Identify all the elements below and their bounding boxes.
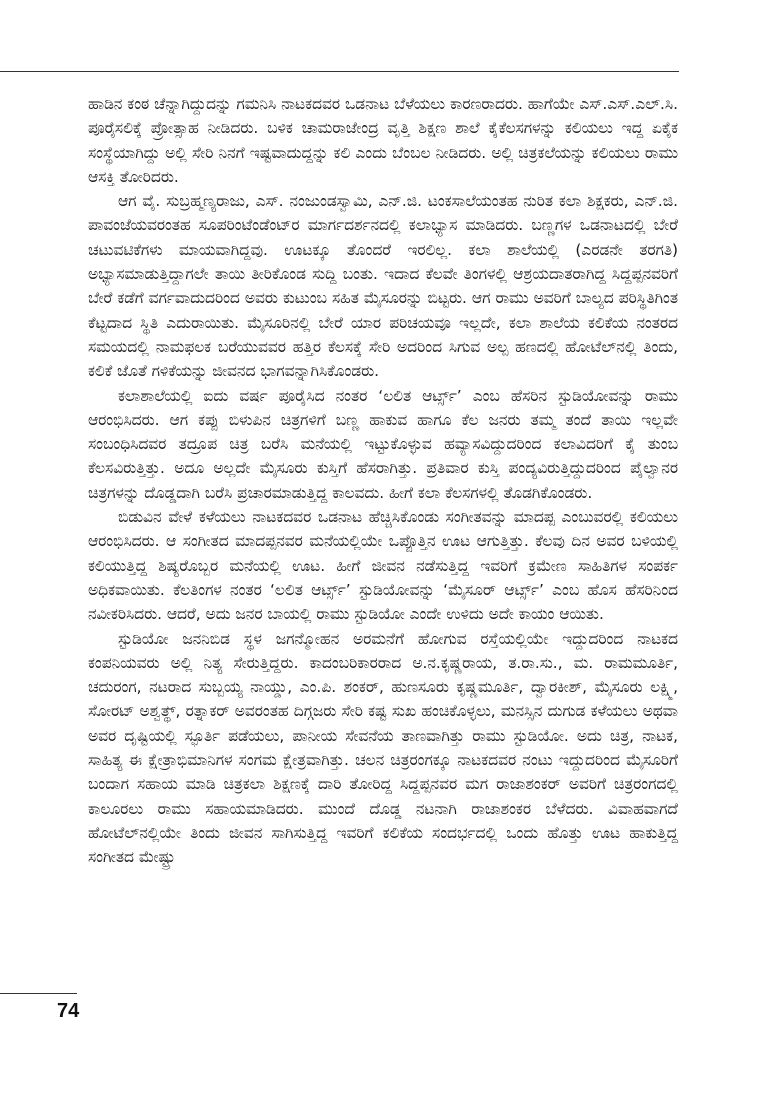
page-number: 74 <box>57 1000 80 1022</box>
paragraph-3: ಕಲಾಶಾಲೆಯಲ್ಲಿ ಐದು ವರ್ಷ ಪೂರೈಸಿದ ನಂತರ ‘ಲಲಿತ ಆರ್ಟ್ಸ್’ ಎಂಬ ಹೆಸರಿನ ಸ್ಟುಡಿಯೋವನ್ನು ರಾಮು ಆರಂಭಿಸಿದರು. ಆಗ ಕಪ್ಪು ಬಿಳುಪಿನ ಚಿತ್ರಗಳಿಗೆ ಬಣ್ಣ ಹಾಕುವ ಹಾಗೂ ಕೆಲ ಜನರು ತಮ್ಮ ತಂದೆ ತಾಯಿ ಇಲ್ಲವೇ ಸಂಬಂಧಿಸಿದವರ ತದ್ರೂಪ ಚಿತ್ರ ಬರೆಸಿ ಮನೆಯಲ್ಲಿ ಇಟ್ಟುಕೊಳ್ಳುವ ಹವ್ಯಾಸವಿದ್ದುದರಿಂದ ಕಲಾವಿದರಿಗೆ ಕೈ ತುಂಬ ಕೆಲಸವಿರುತ್ತಿತ್ತು. ಅದೂ ಅಲ್ಲದೇ ಮೈಸೂರು ಕುಸ್ತಿಗೆ ಹೆಸರಾಗಿತ್ತು. ಪ್ರತಿವಾರ ಕುಸ್ತಿ ಪಂದ್ಯವಿರುತ್ತಿದ್ದುದರಿಂದ ಪೈಲ್ವಾನರ ಚಿತ್ರಗಳನ್ನು ದೊಡ್ಡದಾಗಿ ಬರೆಸಿ ಪ್ರಚಾರಮಾಡುತ್ತಿದ್ದ ಕಾಲವದು. ಹೀಗೆ ಕಲಾ ಕೆಲಸಗಳಲ್ಲಿ ತೊಡಗಿಕೊಂಡರು. <box>88 386 678 502</box>
body-text <box>88 92 678 870</box>
bottom-rule <box>0 993 77 994</box>
paragraph-2: ಆಗ ವೈ. ಸುಬ್ರಹ್ಮಣ್ಯರಾಜು, ಎಸ್. ನಂಜುಂಡಸ್ವಾಮಿ, ಎನ್.ಜಿ. ಟಂಕಸಾಲೆಯಂತಹ ನುರಿತ ಕಲಾ ಶಿಕ್ಷಕರು, ಎನ್.ಜಿ. ಪಾವಂಜೆಯವರಂತಹ ಸೂಪರಿಂಟೆಂಡೆಂಟ್‌ರ ಮಾರ್ಗದರ್ಶನದಲ್ಲಿ ಕಲಾಭ್ಯಾಸ ಮಾಡಿದರು. ಬಣ್ಣಗಳ ಒಡನಾಟದಲ್ಲಿ ಬೇರೆ ಚಟುವಟಿಕೆಗಳು ಮಾಯವಾಗಿದ್ದವು. ಊಟಕ್ಕೂ ತೊಂದರೆ ಇರಲಿಲ್ಲ. ಕಲಾ ಶಾಲೆಯಲ್ಲಿ (ಎರಡನೇ ತರಗತಿ) ಅಭ್ಯಾಸಮಾಡುತ್ತಿದ್ದಾಗಲೇ ತಾಯಿ ತೀರಿಕೊಂಡ ಸುದ್ದಿ ಬಂತು. ಇದಾದ ಕೆಲವೇ ತಿಂಗಳಲ್ಲಿ ಆಶ್ರಯದಾತರಾಗಿದ್ದ ಸಿದ್ದಪ್ಪನವರಿಗೆ ಬೇರೆ ಕಡೆಗೆ ವರ್ಗವಾದುದರಿಂದ ಅವರು ಕುಟುಂಬ ಸಹಿತ ಮೈಸೂರನ್ನು ಬಿಟ್ಟರು. ಆಗ ರಾಮು ಅವರಿಗೆ ಬಾಲ್ಯದ ಪರಿಸ್ಥಿತಿಗಿಂತ ಕೆಟ್ಟದಾದ ಸ್ಥಿತಿ ಎದುರಾಯಿತು. ಮೈಸೂರಿನಲ್ಲಿ ಬೇರೆ ಯಾರ ಪರಿಚಯವೂ ಇಲ್ಲದೇ, ಕಲಾ ಶಾಲೆಯ ಕಲಿಕೆಯ ನಂತರದ ಸಮಯದಲ್ಲಿ ನಾಮಫಲಕ ಬರೆಯುವವರ ಹತ್ತಿರ ಕೆಲಸಕ್ಕೆ ಸೇರಿ ಅದರಿಂದ ಸಿಗುವ ಅಲ್ಪ ಹಣದಲ್ಲಿ ಹೋಟೆಲ್‌ನಲ್ಲಿ ತಿಂದು, ಕಲಿಕೆ ಜೊತೆ ಗಳಿಕೆಯನ್ನು ಜೀವನದ ಭಾಗವನ್ನಾಗಿಸಿಕೊಂಡರು. <box>88 192 678 381</box>
paragraph-5: ಸ್ಟುಡಿಯೋ ಜನನಿಬಿಡ ಸ್ಥಳ ಜಗನ್ಮೋಹನ ಅರಮನೆಗೆ ಹೋಗುವ ರಸ್ತೆಯಲ್ಲಿಯೇ ಇದ್ದುದರಿಂದ ನಾಟಕದ ಕಂಪನಿಯವರು ಅಲ್ಲಿ ನಿತ್ಯ ಸೇರುತ್ತಿದ್ದರು. ಕಾದಂಬರಿಕಾರರಾದ ಅ.ನ.ಕೃಷ್ಣರಾಯ, ತ.ರಾ.ಸು., ಮ. ರಾಮಮೂರ್ತಿ, ಚದುರಂಗ, ನಟರಾದ ಸುಬ್ಬಯ್ಯ ನಾಯ್ಡು, ಎಂ.ಪಿ. ಶಂಕರ್, ಹುಣಸೂರು ಕೃಷ್ಣಮೂರ್ತಿ, ದ್ವಾರಕೀಶ್, ಮೈಸೂರು ಲಕ್ಷ್ಮಿ, ಸೋರಟ್ ಅಶ್ವತ್ಥ್, ರತ್ನಾಕರ್ ಅವರಂತಹ ದಿಗ್ಗಜರು ಸೇರಿ ಕಷ್ಟ ಸುಖ ಹಂಚಿಕೊಳ್ಳಲು, ಮನಸ್ಸಿನ ದುಗುಡ ಕಳೆಯಲು ಅಥವಾ ಅವರ ದೃಷ್ಟಿಯಲ್ಲಿ ಸ್ಫೂರ್ತಿ ಪಡೆಯಲು, ಪಾನೀಯ ಸೇವನೆಯ ತಾಣವಾಗಿತ್ತು ರಾಮು ಸ್ಟುಡಿಯೋ. ಅದು ಚಿತ್ರ, ನಾಟಕ, ಸಾಹಿತ್ಯ ಈ ಕ್ಷೇತ್ರಾಭಿಮಾನಿಗಳ ಸಂಗಮ ಕ್ಷೇತ್ರವಾಗಿತ್ತು. ಚಲನ ಚಿತ್ರರಂಗಕ್ಕೂ ನಾಟಕದವರ ನಂಟು ಇದ್ದುದರಿಂದ ಮೈಸೂರಿಗೆ ಬಂದಾಗ ಸಹಾಯ ಮಾಡಿ ಚಿತ್ರಕಲಾ ಶಿಕ್ಷಣಕ್ಕೆ ದಾರಿ ತೋರಿದ್ದ ಸಿದ್ದಪ್ಪನವರ ಮಗ ರಾಜಾಶಂಕರ್ ಅವರಿಗೆ ಚಿತ್ರರಂಗದಲ್ಲಿ ಕಾಲೂರಲು ರಾಮು ಸಹಾಯಮಾಡಿದರು. ಮುಂದೆ ದೊಡ್ಡ ನಟನಾಗಿ ರಾಜಾಶಂಕರ ಬೆಳೆದರು. ವಿವಾಹವಾಗದೆ ಹೋಟೆಲ್‌ನಲ್ಲಿಯೇ ತಿಂದು ಜೀವನ ಸಾಗಿಸುತ್ತಿದ್ದ ಇವರಿಗೆ ಕಲಿಕೆಯ ಸಂದರ್ಭದಲ್ಲಿ ಒಂದು ಹೊತ್ತು ಊಟ ಹಾಕುತ್ತಿದ್ದ ಸಂಗೀತದ ಮೇಷ್ಟ್ರು <box>88 629 678 867</box>
paragraph-1: ಹಾಡಿನ ಕಂಠ ಚೆನ್ನಾಗಿದ್ದುದನ್ನು ಗಮನಿಸಿ ನಾಟಕದವರ ಒಡನಾಟ ಬೆಳೆಯಲು ಕಾರಣರಾದರು. ಹಾಗೆಯೇ ಎಸ್.ಎಸ್.ಎಲ್.ಸಿ. ಪೂರೈಸಲಿಕ್ಕೆ ಪ್ರೋತ್ಸಾಹ ನೀಡಿದರು. ಬಳಿಕ ಚಾಮರಾಜೇಂದ್ರ ವೃತ್ತಿ ಶಿಕ್ಷಣ ಶಾಲೆ ಕೈಕೆಲಸಗಳನ್ನು ಕಲಿಯಲು ಇದ್ದ ಏಕೈಕ ಸಂಸ್ಥೆಯಾಗಿದ್ದು ಅಲ್ಲಿ ಸೇರಿ ನಿನಗೆ ಇಷ್ಟವಾದುದ್ದನ್ನು ಕಲಿ ಎಂದು ಬೆಂಬಲ ನೀಡಿದರು. ಅಲ್ಲಿ ಚಿತ್ರಕಲೆಯನ್ನು ಕಲಿಯಲು ರಾಮು ಆಸಕ್ತಿ ತೋರಿದರು. <box>88 95 678 186</box>
paragraph-4: ಬಿಡುವಿನ ವೇಳೆ ಕಳೆಯಲು ನಾಟಕದವರ ಒಡನಾಟ ಹೆಚ್ಚಿಸಿಕೊಂಡು ಸಂಗೀತವನ್ನು ಮಾದಪ್ಪ ಎಂಬುವರಲ್ಲಿ ಕಲಿಯಲು ಆರಂಭಿಸಿದರು. ಆ ಸಂಗೀತದ ಮಾದಪ್ಪನವರ ಮನೆಯಲ್ಲಿಯೇ ಒಪ್ಪೊತ್ತಿನ ಊಟ ಆಗುತ್ತಿತ್ತು. ಕೆಲವು ದಿನ ಅವರ ಬಳಿಯಲ್ಲಿ ಕಲಿಯುತ್ತಿದ್ದ ಶಿಷ್ಯರೊಬ್ಬರ ಮನೆಯಲ್ಲಿ ಊಟ. ಹೀಗೆ ಜೀವನ ನಡೆಸುತ್ತಿದ್ದ ಇವರಿಗೆ ಕ್ರಮೇಣ ಸಾಹಿತಿಗಳ ಸಂಪರ್ಕ ಅಧಿಕವಾಯಿತು. ಕೆಲತಿಂಗಳ ನಂತರ ‘ಲಲಿತ ಆರ್ಟ್ಸ್’ ಸ್ಟುಡಿಯೋವನ್ನು ‘ಮೈಸೂರ್ ಆರ್ಟ್ಸ್’ ಎಂಬ ಹೊಸ ಹೆಸರಿನಿಂದ ನವೀಕರಿಸಿದರು. ಆದರೆ, ಅದು ಜನರ ಬಾಯಲ್ಲಿ ರಾಮು ಸ್ಟುಡಿಯೋ ಎಂದೇ ಉಳಿದು ಅದೇ ಕಾಯಂ ಆಯಿತು. <box>88 508 678 624</box>
top-rule <box>0 71 679 72</box>
